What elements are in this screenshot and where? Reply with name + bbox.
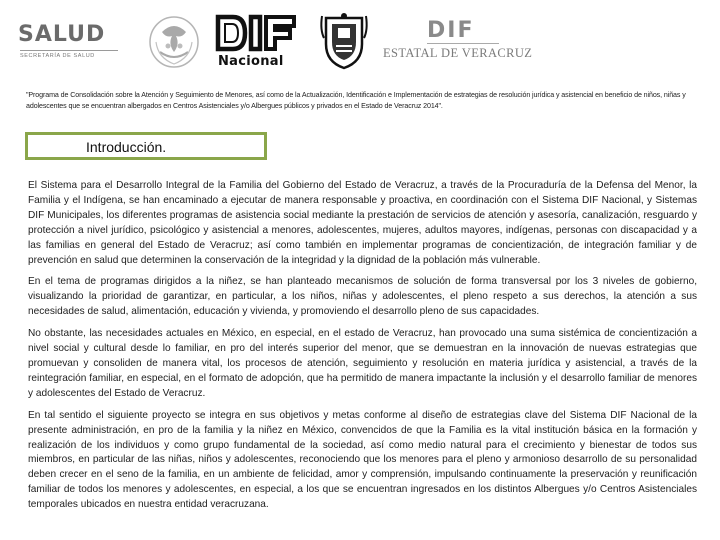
salud-logo-rule — [20, 50, 118, 51]
section-title: Introducción. — [86, 139, 167, 155]
paragraph: No obstante, las necesidades actuales en México, en especial, en el estado de Veracruz, han provocado una suma sistémica de concientización a nivel social y cultural desde lo familiar, en pro del interés superior del menor, que se demuestran en la innovación de nuevas estrategias que promuevan y consoliden de manera vital, los procesos de atención, seguimiento y resolución en materia jurídica y asistencial, a través de la reintegración familiar, en especial, en el formato de adopción, que ha permitido de manera impactante la inclusión y el desarrollo familiar de menores y adolescentes del Estado de Veracruz. — [28, 328, 697, 399]
salud-logo-mark: SALUD — [18, 22, 106, 47]
salud-logo — [18, 16, 120, 64]
dif-veracruz-logo-mark: DIF — [427, 18, 475, 43]
body-text — [28, 179, 697, 520]
paragraph: En el tema de programas dirigidos a la niñez, se han planteado mecanismos de solución de forma transversal por los 3 niveles de gobierno, visualizando la prioridad de garantizar, en particular, a los niños, niñas y adolescentes, el pleno respeto a sus derechos, la atención a sus necesidades de salud, alimentación, educación y vivienda, y promoviendo el desarrollo pleno de sus capacidades. — [28, 276, 697, 318]
dif-veracruz-logo — [383, 18, 533, 64]
dif-nacional-logo — [215, 14, 301, 72]
header-logos — [0, 0, 720, 80]
dif-veracruz-logo-subtitle: ESTATAL DE VERACRUZ — [383, 46, 533, 60]
dif-nacional-logo-subtitle: Nacional — [218, 54, 284, 69]
dif-nacional-logo-mark — [215, 14, 301, 54]
salud-logo-subtitle: SECRETARÍA DE SALUD — [20, 53, 95, 59]
mexico-coat-of-arms-icon — [146, 12, 202, 70]
dif-veracruz-logo-rule — [427, 43, 499, 44]
section-heading-box — [25, 132, 267, 160]
paragraph: El Sistema para el Desarrollo Integral de la Familia del Gobierno del Estado de Veracruz, a través de la Procuraduría de la Defensa del Menor, la Familia y el Indígena, se han encaminado a ejecutar de manera responsable y proactiva, en coordinación con el Sistema DIF Nacional, y Sistemas DIF Municipales, los diferentes programas de asistencia social mediante la prestación de servicios de atención y asesoría, canalización, resguardo y protección a nivel jurídico, psicológico y asistencial a menores, adolescentes, mujeres, adultos mayores, indígenas, personas con discapacidad y a las familias en general del Estado de Veracruz; así como también en implementar programas de concientización, de integración familiar y de prevención en salud que determinen la conservación de la integridad y la dignidad de la población más vulnerable. — [28, 180, 697, 266]
veracruz-crest-icon — [318, 12, 370, 70]
paragraph: En tal sentido el siguiente proyecto se integra en sus objetivos y metas conforme al diseño de estrategias clave del Sistema DIF Nacional de la presente administración, en pro de la familia y la niñez en México, convencidos de que la Familia es la vital institución básica en la formación y realización de los individuos y como grupo fundamental de la sociedad, así como medio natural para el crecimiento y bienestar de todos sus miembros, en particular de las niñas, niños y adolescentes, reconociendo que los menores para el pleno y armonioso desarrollo de su personalidad deben crecer en el seno de la familia, en un ambiente de felicidad, amor y comprensión, impulsando continuamente la preservación y reunificación familiar de todos los menores y adolescentes, en especial, a los que se encuentran ingresados en los distintos Albergues y/o Centros Asistenciales temporales ubicados en nuestra entidad veracruzana. — [28, 409, 697, 511]
project-title: "Programa de Consolidación sobre la Atención y Seguimiento de Menores, así como de la Actualización, Identificación e Implementación de estrategias de resolución jurídica y asistencial en beneficio de niños, niñas y adolescentes que se encuentran albergados en Centros Asistenciales y/o Albergues públicos y privados en el Estado de Veracruz 2014". — [26, 91, 686, 110]
